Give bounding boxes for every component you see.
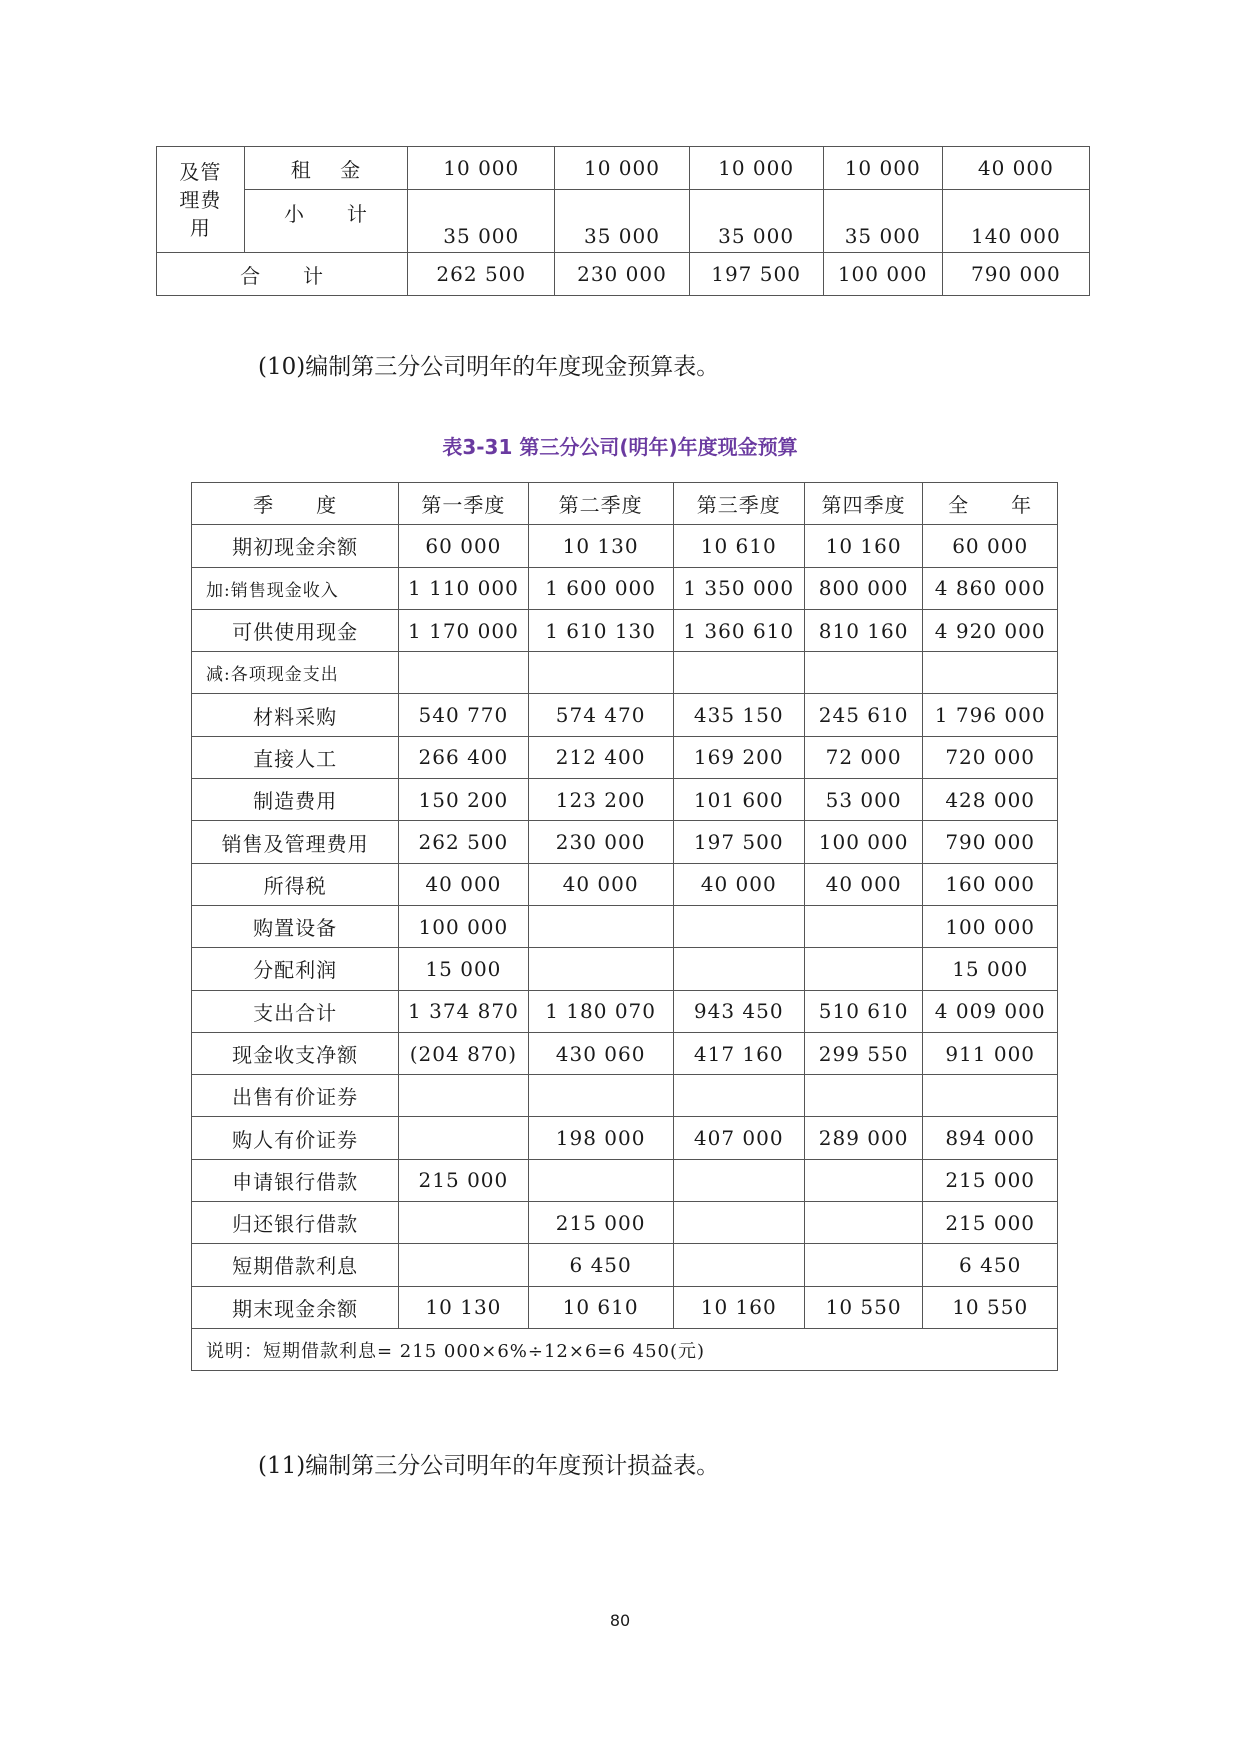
table-cell: 299 550 <box>804 1032 923 1074</box>
table-cell: 123 200 <box>528 779 673 821</box>
table-cell: 35 000 <box>555 190 689 253</box>
row-label: 归还银行借款 <box>192 1202 399 1244</box>
cash-budget-table <box>191 482 1058 1371</box>
category-line: 理费 <box>179 187 222 212</box>
header-cell: 全 年 <box>923 483 1058 525</box>
row-label: 材料采购 <box>192 694 399 736</box>
table-row <box>157 147 1090 190</box>
table-cell: 1 180 070 <box>528 990 673 1032</box>
table-cell: 911 000 <box>923 1032 1058 1074</box>
table-cell: 10 000 <box>823 147 942 190</box>
row-label: 分配利润 <box>192 948 399 990</box>
table-cell: 245 610 <box>804 694 923 736</box>
table-cell: 10 610 <box>528 1286 673 1328</box>
table-cell: 10 000 <box>689 147 823 190</box>
table-cell: 101 600 <box>673 779 804 821</box>
table-cell: 140 000 <box>942 190 1089 253</box>
row-label: 期初现金余额 <box>192 525 399 567</box>
header-cell: 第一季度 <box>399 483 528 525</box>
table-cell: 943 450 <box>673 990 804 1032</box>
table-cell <box>399 1202 528 1244</box>
table-cell: 40 000 <box>942 147 1089 190</box>
table-cell: 720 000 <box>923 736 1058 778</box>
table-cell: 10 000 <box>555 147 689 190</box>
table-cell: 1 110 000 <box>399 567 528 609</box>
table-row <box>192 990 1058 1032</box>
row-label: 加:销售现金收入 <box>192 567 399 609</box>
row-label: 购人有价证券 <box>192 1117 399 1159</box>
table-cell <box>399 652 528 694</box>
table-cell: 15 000 <box>923 948 1058 990</box>
table-cell: 230 000 <box>555 253 689 296</box>
table-cell <box>804 1244 923 1286</box>
header-cell: 季 度 <box>192 483 399 525</box>
table-cell: 150 200 <box>399 779 528 821</box>
table-cell: 1 610 130 <box>528 609 673 651</box>
header-cell: 第三季度 <box>673 483 804 525</box>
header-cell: 第二季度 <box>528 483 673 525</box>
table-cell <box>804 948 923 990</box>
table-cell <box>528 652 673 694</box>
table-cell <box>673 1202 804 1244</box>
table-row <box>192 1032 1058 1074</box>
table-row <box>157 253 1090 296</box>
total-label: 合 计 <box>157 253 408 296</box>
row-label: 可供使用现金 <box>192 609 399 651</box>
note-row <box>192 1328 1058 1370</box>
table-cell: 215 000 <box>399 1159 528 1201</box>
category-line: 用 <box>189 215 211 240</box>
table-row <box>192 905 1058 947</box>
table-cell: 35 000 <box>689 190 823 253</box>
table-cell: 53 000 <box>804 779 923 821</box>
row-label: 购置设备 <box>192 905 399 947</box>
table-cell: 262 500 <box>408 253 555 296</box>
table-cell: 35 000 <box>823 190 942 253</box>
table-cell: 100 000 <box>823 253 942 296</box>
table-row <box>192 525 1058 567</box>
table-cell <box>528 905 673 947</box>
table-cell: 35 000 <box>408 190 555 253</box>
row-label: 所得税 <box>192 863 399 905</box>
table-cell: 215 000 <box>923 1202 1058 1244</box>
table-row <box>192 652 1058 694</box>
table-note: 说明：短期借款利息= 215 000×6%÷12×6=6 450(元) <box>192 1328 1058 1370</box>
table-cell: 40 000 <box>399 863 528 905</box>
table-cell: 1 170 000 <box>399 609 528 651</box>
table-cell <box>804 1202 923 1244</box>
table-cell <box>399 1244 528 1286</box>
table-cell <box>528 1075 673 1117</box>
table-cell: 40 000 <box>673 863 804 905</box>
row-label: 申请银行借款 <box>192 1159 399 1201</box>
table-cell: 215 000 <box>528 1202 673 1244</box>
table-row <box>192 1286 1058 1328</box>
table-cell: 40 000 <box>804 863 923 905</box>
table-cell: 100 000 <box>804 821 923 863</box>
table-row <box>192 1075 1058 1117</box>
row-label: 短期借款利息 <box>192 1244 399 1286</box>
table-cell: 10 160 <box>804 525 923 567</box>
table-cell: 40 000 <box>528 863 673 905</box>
table-row <box>192 567 1058 609</box>
table-cell: 10 550 <box>923 1286 1058 1328</box>
table-cell: 100 000 <box>399 905 528 947</box>
category-line: 及管 <box>179 159 222 184</box>
header-row <box>192 483 1058 525</box>
table-cell: 510 610 <box>804 990 923 1032</box>
table-cell: 15 000 <box>399 948 528 990</box>
table-cell: 800 000 <box>804 567 923 609</box>
table-row <box>192 821 1058 863</box>
row-label: 支出合计 <box>192 990 399 1032</box>
row-label: 小 计 <box>244 190 407 253</box>
table-cell: 1 796 000 <box>923 694 1058 736</box>
table-cell: 289 000 <box>804 1117 923 1159</box>
page-number: 80 <box>609 1611 631 1630</box>
table-cell: 197 500 <box>673 821 804 863</box>
table-cell: 4 009 000 <box>923 990 1058 1032</box>
header-cell: 第四季度 <box>804 483 923 525</box>
table-cell: 10 130 <box>399 1286 528 1328</box>
table-cell: 428 000 <box>923 779 1058 821</box>
table-cell: 790 000 <box>923 821 1058 863</box>
table-cell: 197 500 <box>689 253 823 296</box>
table-cell: 574 470 <box>528 694 673 736</box>
table-cell: 6 450 <box>528 1244 673 1286</box>
row-label: 直接人工 <box>192 736 399 778</box>
table-caption: 表3-31 第三分公司(明年)年度现金预算 <box>442 435 798 459</box>
table-row <box>192 694 1058 736</box>
table-cell <box>673 1159 804 1201</box>
table-cell: 407 000 <box>673 1117 804 1159</box>
row-label: 租 金 <box>244 147 407 190</box>
table-cell: 417 160 <box>673 1032 804 1074</box>
table-cell <box>399 1117 528 1159</box>
table-cell: 60 000 <box>399 525 528 567</box>
table-cell: 540 770 <box>399 694 528 736</box>
table-cell: 215 000 <box>923 1159 1058 1201</box>
table-cell: 10 550 <box>804 1286 923 1328</box>
table-row <box>192 779 1058 821</box>
table-row <box>192 1202 1058 1244</box>
table-cell: 1 360 610 <box>673 609 804 651</box>
row-label: 期末现金余额 <box>192 1286 399 1328</box>
table-cell <box>673 948 804 990</box>
table-cell <box>399 1075 528 1117</box>
table-cell: 10 610 <box>673 525 804 567</box>
expense-table-continued <box>156 146 1090 296</box>
row-label: 现金收支净额 <box>192 1032 399 1074</box>
table-cell: 10 160 <box>673 1286 804 1328</box>
table-cell <box>673 905 804 947</box>
paragraph-11: (11)编制第三分公司明年的年度预计损益表。 <box>258 1453 720 1479</box>
table-cell: 1 374 870 <box>399 990 528 1032</box>
table-cell <box>673 1075 804 1117</box>
table-cell: 430 060 <box>528 1032 673 1074</box>
table-cell: 810 160 <box>804 609 923 651</box>
table-cell: 60 000 <box>923 525 1058 567</box>
table-cell: 894 000 <box>923 1117 1058 1159</box>
table-cell: 160 000 <box>923 863 1058 905</box>
table-cell: 4 860 000 <box>923 567 1058 609</box>
table-cell: 4 920 000 <box>923 609 1058 651</box>
table-cell: 1 600 000 <box>528 567 673 609</box>
table-cell: 262 500 <box>399 821 528 863</box>
table-body <box>192 525 1058 1329</box>
table-cell: 212 400 <box>528 736 673 778</box>
table-cell: 72 000 <box>804 736 923 778</box>
table-cell: 790 000 <box>942 253 1089 296</box>
table-row <box>157 190 1090 253</box>
table-row <box>192 1117 1058 1159</box>
table-row <box>192 948 1058 990</box>
table-cell <box>804 652 923 694</box>
row-label: 出售有价证券 <box>192 1075 399 1117</box>
row-label: 销售及管理费用 <box>192 821 399 863</box>
table-cell: 169 200 <box>673 736 804 778</box>
table-cell <box>804 1159 923 1201</box>
table-row <box>192 736 1058 778</box>
table-row <box>192 1159 1058 1201</box>
table-row <box>192 1244 1058 1286</box>
table-cell: 198 000 <box>528 1117 673 1159</box>
paragraph-10: (10)编制第三分公司明年的年度现金预算表。 <box>258 354 720 380</box>
row-label: 减:各项现金支出 <box>192 652 399 694</box>
table-row <box>192 609 1058 651</box>
table-cell <box>673 1244 804 1286</box>
table-cell <box>528 948 673 990</box>
row-label: 制造费用 <box>192 779 399 821</box>
table-cell: 10 000 <box>408 147 555 190</box>
category-cell <box>157 147 245 253</box>
table-cell: 230 000 <box>528 821 673 863</box>
table-cell: 6 450 <box>923 1244 1058 1286</box>
table-cell: 435 150 <box>673 694 804 736</box>
table-cell <box>804 1075 923 1117</box>
table-cell: 1 350 000 <box>673 567 804 609</box>
table-cell <box>528 1159 673 1201</box>
table-cell <box>923 1075 1058 1117</box>
table-cell: 10 130 <box>528 525 673 567</box>
table-cell <box>673 652 804 694</box>
table-row <box>192 863 1058 905</box>
table-cell: 266 400 <box>399 736 528 778</box>
table-cell: 100 000 <box>923 905 1058 947</box>
table-cell: (204 870) <box>399 1032 528 1074</box>
table-cell <box>804 905 923 947</box>
table-cell <box>923 652 1058 694</box>
